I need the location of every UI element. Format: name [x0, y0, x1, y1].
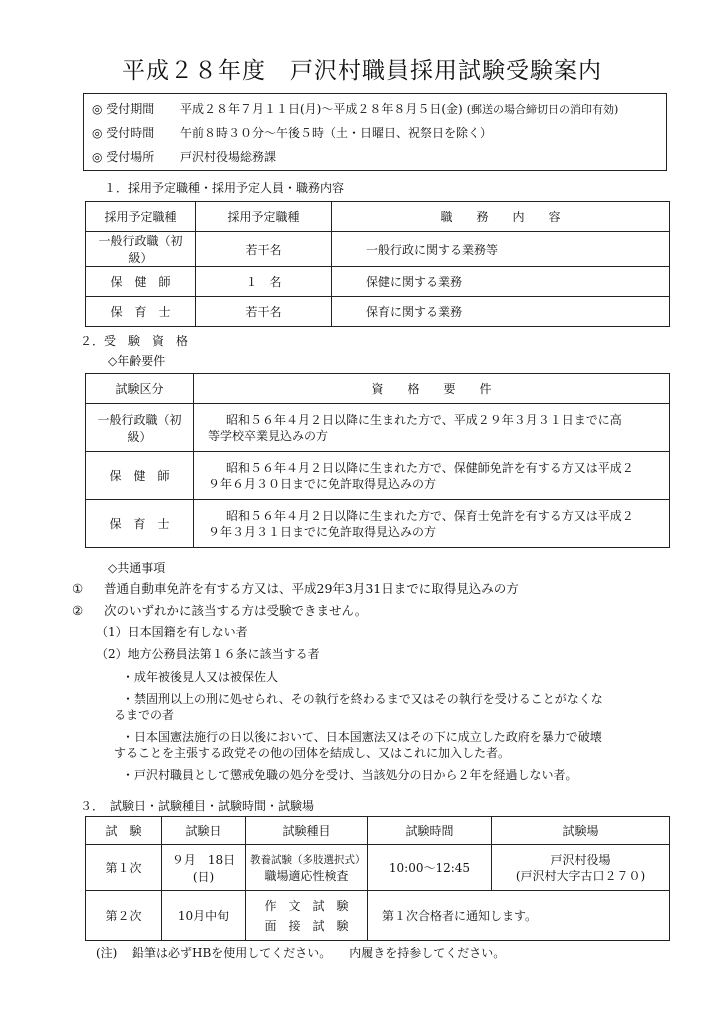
- ineligible-bullet: ・日本国憲法施行の日以後において、日本国憲法又はその下に成立した政府を暴力で破壊: [122, 730, 602, 744]
- position-type: 一般行政職（初級）: [86, 232, 196, 267]
- qualification-requirement-line: 昭和５６年４月２日以降に生まれた方で、保育士免許を有する方又は平成２: [226, 508, 634, 523]
- reception-period-value: 平成２８年７月１１日(月)～平成２８年８月５日(金): [180, 102, 463, 116]
- item-2-mark: ②: [72, 603, 84, 618]
- reception-place-label: ◎ 受付場所: [92, 150, 155, 164]
- ineligible-bullet-continuation: るまでの者: [114, 708, 175, 722]
- qualification-requirement-line: ９年３月３１日までに免許取得見込みの方: [208, 524, 437, 539]
- section1-heading: １．採用予定職種・採用予定人員・職務内容: [104, 181, 345, 195]
- common-item-2: [72, 601, 367, 619]
- qualifications-header-req: 資 格 要 件: [194, 374, 670, 404]
- positions-row: [86, 297, 670, 327]
- position-count: 若干名: [196, 297, 332, 327]
- reception-info-box: [83, 93, 667, 171]
- footer-note-pencil: 鉛筆は必ずHBを使用してください。: [132, 946, 332, 960]
- ineligible-bullet-continuation: することを主張する政党その他の団体を結成し、又はこれに加入した者。: [114, 746, 511, 760]
- exam-date: 10月中旬: [162, 891, 246, 941]
- exam-stage: 第２次: [86, 891, 162, 941]
- exam-schedule-table: [85, 816, 670, 941]
- footer-note: [96, 944, 505, 961]
- section3-heading: ３． 試験日・試験種目・試験時間・試験場: [80, 799, 315, 813]
- ineligible-sub-1: （1）日本国籍を有しない者: [96, 625, 248, 639]
- reception-hours-label: ◎ 受付時間: [92, 126, 155, 140]
- qualification-requirement-line: ９年６月３０日までに免許取得見込みの方: [208, 476, 437, 491]
- reception-place-value: 戸沢村役場総務課: [180, 150, 277, 164]
- reception-place-row: [92, 148, 276, 165]
- exam-header-subject: 試験種目: [246, 817, 368, 845]
- common-requirements-heading: ◇共通事項: [108, 561, 166, 575]
- page-title: 平成２８年度 戸沢村職員採用試験受験案内: [122, 58, 602, 84]
- qualification-requirement-line: 等学校卒業見込みの方: [208, 428, 329, 443]
- age-requirements-heading: ◇年齢要件: [108, 354, 166, 368]
- positions-header-count: 採用予定職種: [196, 202, 332, 232]
- qualifications-header-type: 試験区分: [86, 374, 194, 404]
- qualification-type: 保 健 師: [86, 452, 194, 500]
- position-count: １ 名: [196, 267, 332, 297]
- footer-note-shoes: 内履きを持参してください。: [349, 946, 506, 960]
- qualification-requirement: [194, 452, 670, 500]
- position-type: 保 健 師: [86, 267, 196, 297]
- position-duty: 保健に関する業務: [332, 267, 670, 297]
- section2-heading: ２．受 験 資 格: [80, 334, 189, 348]
- exam-time: 10:00～12:45: [368, 845, 492, 891]
- exam-row-first: [86, 845, 670, 891]
- qualification-requirement-line: 昭和５６年４月２日以降に生まれた方で、平成２９年３月３１日までに高: [226, 412, 622, 427]
- reception-period-label: ◎ 受付期間: [92, 102, 155, 116]
- qualification-type: 保 育 士: [86, 500, 194, 548]
- qualification-row: [86, 452, 670, 500]
- positions-header-duty: 職 務 内 容: [332, 202, 670, 232]
- exam-place-line: (戸沢村大字古口２７０): [515, 868, 646, 883]
- exam-date: ９月 18日(日): [162, 845, 246, 891]
- exam-stage: 第１次: [86, 845, 162, 891]
- qualifications-table: [85, 373, 670, 548]
- qualification-row: [86, 404, 670, 452]
- ineligible-bullet: ・戸沢村職員として懲戒免職の処分を受け、当該処分の日から２年を経過しない者。: [122, 768, 578, 782]
- exam-notice: 第１次合格者に通知します。: [368, 891, 670, 941]
- ineligible-bullet: ・禁固刑以上の刑に処せられ、その執行を終わるまで又はその執行を受けることがなくな: [122, 692, 603, 706]
- positions-row: [86, 232, 670, 267]
- reception-hours-value: 午前８時３０分～午後５時（土・日曜日、祝祭日を除く）: [180, 126, 493, 140]
- exam-header-place: 試験場: [492, 817, 670, 845]
- exam-header-time: 試験時間: [368, 817, 492, 845]
- qualification-requirement-line: 昭和５６年４月２日以降に生まれた方で、保健師免許を有する方又は平成２: [226, 460, 634, 475]
- position-duty: 保育に関する業務: [332, 297, 670, 327]
- qualification-requirement: [194, 404, 670, 452]
- qualification-row: [86, 500, 670, 548]
- position-duty: 一般行政に関する業務等: [332, 232, 670, 267]
- exam-subject: [246, 891, 368, 941]
- reception-period-row: [92, 100, 618, 117]
- common-item-1: [72, 579, 519, 597]
- footer-note-label: (注): [96, 946, 118, 960]
- exam-header-row: [86, 817, 670, 845]
- qualifications-header-row: [86, 374, 670, 404]
- positions-row: [86, 267, 670, 297]
- exam-row-second: [86, 891, 670, 941]
- item-1-mark: ①: [72, 581, 84, 596]
- position-type: 保 育 士: [86, 297, 196, 327]
- exam-subject-line: 教養試験（多肢選択式）: [250, 853, 366, 866]
- qualification-requirement: [194, 500, 670, 548]
- ineligible-sub-2: （2）地方公務員法第１６条に該当する者: [96, 647, 320, 661]
- exam-header-stage: 試 験: [86, 817, 162, 845]
- positions-header-type: 採用予定職種: [86, 202, 196, 232]
- exam-header-date: 試験日: [162, 817, 246, 845]
- ineligible-bullet: ・成年被後見人又は被保佐人: [122, 670, 279, 684]
- item-2-text: 次のいずれかに該当する方は受験できません。: [104, 603, 368, 618]
- qualification-type: 一般行政職（初級）: [86, 404, 194, 452]
- positions-header-row: [86, 202, 670, 232]
- exam-place: [492, 845, 670, 891]
- exam-subject: [246, 845, 368, 891]
- exam-subject-line: 職場適応性検査: [264, 868, 349, 883]
- exam-subject-line: 面 接 試 験: [264, 918, 349, 933]
- positions-table: [85, 201, 670, 327]
- reception-period-note: (郵送の場合締切日の消印有効): [466, 103, 619, 116]
- item-1-text: 普通自動車免許を有する方又は、平成29年3月31日までに取得見込みの方: [104, 581, 519, 596]
- reception-hours-row: [92, 124, 492, 141]
- position-count: 若干名: [196, 232, 332, 267]
- exam-subject-line: 作 文 試 験: [264, 898, 349, 913]
- exam-place-line: 戸沢村役場: [550, 852, 611, 867]
